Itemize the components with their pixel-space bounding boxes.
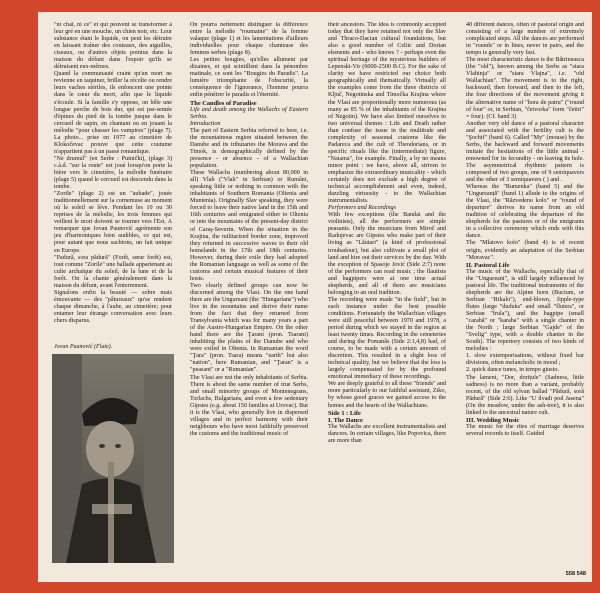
section-heading: II. Pastoral Life — [466, 261, 510, 269]
paragraph: 1. slow extemporisations, without fixed bar divisions, often melancholic in mood ; — [466, 353, 584, 367]
section-heading: I. The Dance — [328, 416, 363, 424]
paragraph: On pourra nettement distinguer la différence entre la mélodie "roumaine" de la femme valaque (plage 1) et les lamentations d'ailleurs individuelles pour chaque chanteuse des femmes serbes (plage 8). — [190, 22, 308, 57]
paragraph: Signalons enfin la beauté — sobre mais émouvante — des "pâtureaux" qu'se rendent chaque dimanche, à l'aube, au cimetière; pour entamer leur étrange conversation avec leurs chers disparus. — [54, 289, 172, 324]
column-2 — [190, 22, 308, 572]
paragraph: The lament, "Dor, dorițule" (Sadness, little sadness) is no more than a variant, probably recent, of the old sylvan ballad "Pădură, soră Pădură" (Side 2:6). Like "U ilvadi pod Jasena" (On the meadow, under the ash-tree), it is also linked to the ancestral nature cult. — [466, 374, 584, 416]
paragraph: The music of the Wallachs, especially that of the "Ungureani", is still largely influenced by pastoral life. The traditional instruments of the shepherds are the Alpine horn (Bucium, or Serbian "Rikalo"), end-blown, fipple-type flutes (large "duduks" and small "fluiers", or Serbian "frula"), and the bagpipe (small "carabă" or "karaba" with a single chanter in the North ; large Serbian "Gajde" of the "Svelig" type, with a double chanter in the South). The repertory consists of two kinds of melodies : — [466, 268, 584, 353]
paragraph: The Wallachs are excellent instrumentalists and dancers. In certain villages, like Popovica, there are more than — [328, 423, 446, 445]
column-4 — [466, 22, 584, 567]
catalog-number: 558 548 — [565, 571, 586, 577]
column-1 — [54, 22, 172, 340]
paragraph: Les petites bougies, qu'elles allument par dizaines, et qui scintillent dans la pénombre matinale, ce sont les "Bougies du Paradis". La lumière triomphante de l'obscurité, la conséquence de l'ignorance, l'homme pourra enfin pénétrer le paradis et l'éternité. — [190, 57, 308, 99]
section-heading: III. Wedding Music — [466, 416, 520, 424]
photo-caption: Jovan Paunović (Flute). — [54, 344, 113, 350]
musician-photo-image — [52, 354, 174, 563]
paragraph: The music for the rites of marriage deserves several records to itself. Guided — [466, 423, 584, 438]
paragraph: The most characteristic dance is the Bătrineasca (the "old"), known among the Serbs as "stara Vlahinja" or "stara Vlajna", i.e. "old Wallachian". The movement is to the right, backward, then forward, and then to the left, the four directions of the movement giving it the alternative name of "hora de patru" ("round of four" or, in Serbian, "četvorka" form "četiri" = four). (Cf. band 3) — [466, 57, 584, 120]
paragraph: "Padură, sora pădură" (Forêt, sœur forêt) est, tout comme "Zorile" une ballade appartenant au culte archaïque du soleil, de la lune et de la forêt. On la chante généralement dans la maison du défunt, avant l'enterrement. — [54, 254, 172, 289]
paragraph: These Wallachs (numbering about 80,000 in all) Vlah ("Vlah" in Serbian) or Rumâni, speaking little or nothing in common with the inhabitants of Southern Romania (Oltenia and Muntenia). Originally Slav speaking, they were forced to leave their native land in the 15th and 16th centuries and emigrated either to Oltenia or into the mountains of the present-day district of Caraş-Severin. When the situation in the Krajina, the militarized border zone, improved they returned in successive waves to their old homelands in the 17th and 18th centuries. However, during their exile they had adopted the Romanian language as well as some of the customs and certain musical features of their hosts. — [190, 170, 308, 282]
paragraph: "Zorile" (plage 2) est un "aubade", jouée traditionnellement sur la cornemuse au moment où le soleil se lève. Pendant les 10 ou 30 reprises de la mélodie, les trois femmes qui veillent le mort doivent se tourner vers l'Est. A remarquer que Jovan Paunović agrémente son jeu d'harmoniques bien audibles, ce qui est, pour autant que nous sachions, un fait unique en Europe. — [54, 191, 172, 254]
paragraph: 2. quick dance tunes, in tempo giusto. — [466, 367, 559, 374]
paragraph: 40 different dances, often of pastoral origin and consisting of a large number of extremely complicated steps. All the dances are performed in "rounds" or in lines, never in pairs, and the tempo is generally very fast. — [466, 22, 584, 57]
paragraph: Whereas the "Rumenka" (band 5) and the "Ungureanță" (band 1) allude to the origins of the Vlasi, the "Răzvedeno kolo" or "round of departure" derives its name from an old tradition of celebrating the departure of the shepherds for the pastures or of the emigrants in a collective ceremony which ends with this dance. — [466, 184, 584, 240]
liner-notes-sheet — [38, 12, 592, 582]
paragraph: The recording were made "in the field", but in each instance under the best possible conditions. Fortunately the Wallachian villages were still peaceful between 1970 and 1978, a period during which we stayed in the region at least twenty times. Recording in the cemeteries and during the Pomanăs (Side 2:1,4,8) had, of course, to be made with a certain amount of discretion. This resulted in a slight loss of technical quality, but we believe that the loss is largely compensated for by the profound emotional immediacy of these recordings. — [328, 296, 446, 381]
paragraph: Two clearly defined groups can now be discerned among the Vlasi. On the one hand there are the Ungureani (the "Hungarians") who live in the mountains and derive their name from the fact that they returned from Transylvania which was for many years a part of the Austro-Hungarian Empire. On the other hand there are the Ţarani (pron. Tsarani) inhabiting the plains of the Danube and who were exiled in Oltenia. In Rumanian the word "Ţara" (pron. Tsara) means "earth" but also "nation", here Rumanian, and "Ţaran" is a "peasant" or a "Rumanian". — [190, 282, 308, 374]
paragraph: The part of Eastern Serbia referred to here, i.e. the mountainous region situated between the Danube and its tributaries the Morava and the Timok, is demographically defined by the presence - or absence - of a Wallachian population. — [190, 127, 308, 170]
paragraph: "ni chaï, ni ce" et qui peuvent se transformer à leur gré en une mouche, un chien noir, etc. Leur substance étant le liquide, on peut les détruire en laissant traîner des couteaux, des aiguilles, ciseaux, ou d'autres objets pointus dans la maison du défunt dans l'espoir qu'ils se détruisent eux-mêmes. — [54, 22, 172, 71]
subheading: Life and death among the Wallachs of Eastern Serbia. — [190, 106, 308, 120]
paragraph: The Vlasi are not the only inhabitants of Serbia. There is about the same number of true Serbs, and small minority groups of Montenegrans, Torlachs, Bulgarians, and even a few sedentary Gipsies (e.g. about 150 families at Urovac). But it is the Vlasi, who generally live in dispersed villages and in perfect harmony with their neighbours who have most faithfully preserved the customs and the traditional music of — [190, 374, 308, 437]
paragraph: The "Mlatovo kolo" (band 4) is of recent origin, evidently an adaptation of the Serbian "Moravac". — [466, 240, 584, 261]
musician-photo — [52, 354, 174, 563]
paragraph: Another very old dance of a pastoral character and associated with the fertility cult is the "Şochif" (band 6). Called "My" (mouse) by the Serbs, the backward and forward movements imitate the hesitations of the little animal - renowned for its fecundity - on leaving its hole. The asymmetrical rhythmic pattern is composed of two groups, one of 9 semiquavers and the other of 3 semiquavers ( ) and . — [466, 120, 584, 184]
paragraph: "Ne drumul" (en Serbe : Putnički), (plage 3) c.à.d. "sur la route" est joué lorsqu'on porte la bière vers le cimetière, la mélodie funéraire (plage 5) quand le cercueil est descendu dans la tombe. — [54, 155, 172, 191]
subheading: Introduction — [190, 120, 221, 127]
paragraph: We are deeply grateful to all these "friends" and more particularly to our faithful assistant, Ziko, by whose good graces we gained access to the homes and the hearts of the Wallachians. — [328, 381, 446, 409]
column-3 — [328, 22, 446, 572]
paragraph: their ancestors. The idea is commonly accepted today that they have retained not only the Slav and Thraco-Dacian cultural foundations, but also a good number of Celtic and Dorian elements and - who knows ? - perhaps even the spiritual heritage of the mysterious builders of Lepenski-Vir (6000-2500 B.C). For the sake of clarity we have restricted our choice both geographically and thematically. Virtually all the examples come from the three districts of Ključ, Negotinska and Timočka Krajina where the Vlasi are proportionally more numerous (as many as 85 % of the inhabitants of the Krajina of Negotin). We have also limited ourselves to two universal themes : Life and Death rather than confuse the issue in the multitude and complexity of seasonal customs like the Padareca and the cult of Theodorians, or in specific rituals like the (intermediate) figure, "Naiama", for example. Finally, a by no means minor point : we have, above all, striven to emphasize the extraordinary musicality - which certainly does not exclude a high degree of technical accomplishment and even, indeed, dazzling virtuosity - to the Wallachian instrumentalists. — [328, 22, 446, 205]
subheading: Performers and Recordings — [328, 205, 396, 212]
section-heading: The Candles of Paradise — [190, 99, 257, 107]
paragraph: With few exceptions (the Bandat and the violinists), all the performers are simple peasants. Only the musicians from Miroč and Radujevac are Gipsies who make part of their living as "Lăutari" (a kind of professional troubadour), but also cultivate a small plot of land and hire out their services by the day. With the exception of Spasoje Jović (Side 2:7) none of the performers can read music ; the flautists and bagpipers were at one time actual shepherds, and all of them are musicians belonging to an oral tradition. — [328, 212, 446, 296]
section-heading: Side 1 : Life — [328, 409, 361, 417]
paragraph: Quand la communauté craint qu'un mort ne revienne en taquiner, briller la récolte ou rendre leurs vaches stériles, ils enfoncent une pointe dans le cœur du mort, afin que le liquide s'écoule. Si la famille s'y oppose, on bêle une longue perche de bois dur, qui est par-semée d'épines du pied de la tombe jusque dans le cercueil de sapin, en chantant ou en jouant la mélodie "pour chasser les vampires" (plage 7). La photo... prise en 1977 au cimetière de Klokočevac prouve que cette coutume n'appartient pas à un passé romantique. — [54, 71, 172, 155]
